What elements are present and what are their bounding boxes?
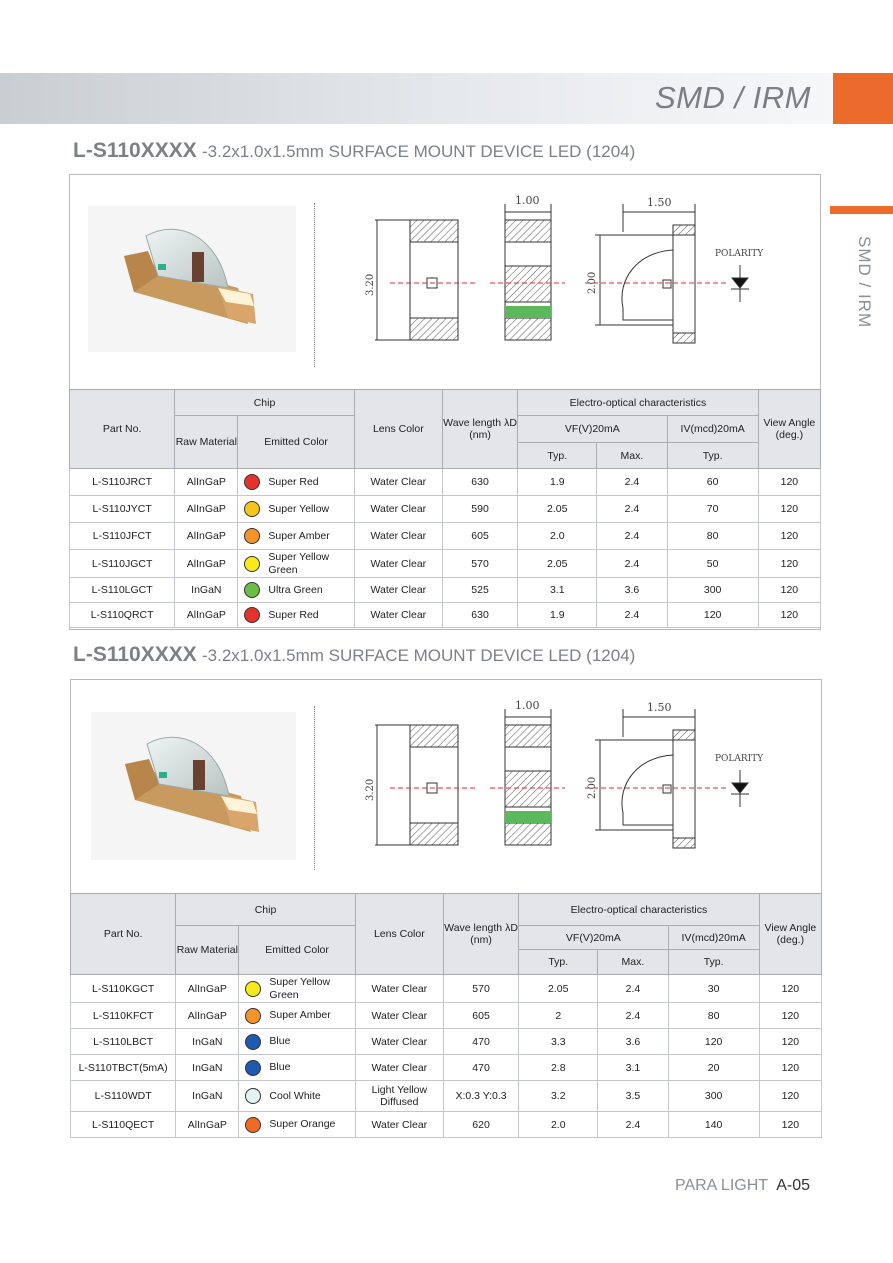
emitted-color-label: Super Red [268,608,319,621]
cell-view-angle: 120 [759,975,821,1003]
cell-iv-typ: 120 [668,1029,759,1055]
cell-raw-material: InGaN [176,1055,239,1081]
cell-wave-length: X:0.3 Y:0.3 [443,1081,518,1112]
header-emitted-color: Emitted Color [238,416,354,469]
header-vf-max: Max. [598,950,668,975]
color-dot-icon [245,1117,261,1133]
cell-lens-color: Water Clear [355,1112,443,1138]
cell-vf-typ: 2.05 [519,975,598,1003]
section-title [73,643,635,667]
cell-iv-typ: 50 [667,550,758,578]
emitted-color-label: Blue [269,1035,291,1047]
cell-emitted-color [239,1081,355,1112]
cell-raw-material: AlInGaP [175,496,238,523]
header-iv: IV(mcd)20mA [667,416,758,443]
emitted-color-label: Super Amber [269,1009,331,1021]
cell-view-angle: 120 [758,578,820,603]
header-wave-length: Wave length λD (nm) [443,894,518,975]
color-dot-icon [245,1008,261,1024]
header-electro-optical: Electro-optical characteristics [518,390,759,416]
emitted-color-label: Super Orange [269,1118,336,1130]
header-vf-typ: Typ. [519,950,598,975]
table-row [70,578,821,603]
side-accent-bar [830,206,893,214]
dimension-drawing [355,190,785,355]
emitted-color-label: Ultra Green [268,583,323,596]
header-view-angle: View Angle (deg.) [758,390,820,469]
cell-raw-material: InGaN [175,578,238,603]
cell-vf-typ: 2.05 [518,550,597,578]
cell-wave-length: 630 [442,603,517,628]
header-iv: IV(mcd)20mA [668,926,759,950]
cell-lens-color: Water Clear [354,523,442,550]
cell-vf-typ: 3.3 [519,1029,598,1055]
color-dot-icon [244,556,260,572]
table-row [70,523,821,550]
polarity-label: POLARITY [715,754,764,764]
cell-wave-length: 470 [443,1055,518,1081]
dim-height-side: 2.00 [587,271,598,294]
cell-vf-typ: 3.1 [518,578,597,603]
spec-table [70,893,822,1138]
dim-height: 3.20 [365,273,376,296]
header-title: SMD / IRM [654,80,811,115]
cell-vf-typ: 2.0 [518,523,597,550]
emitted-color-label: Super Amber [268,529,330,542]
cell-vf-max: 2.4 [597,496,667,523]
cell-part-no: L-S110QRCT [70,603,175,628]
color-dot-icon [245,981,261,997]
header-vf: VF(V)20mA [519,926,668,950]
led-photo [88,206,296,352]
cell-view-angle: 120 [758,603,820,628]
cell-lens-color: Light Yellow Diffused [355,1081,443,1112]
cell-iv-typ: 60 [667,469,758,496]
cell-vf-max: 2.4 [598,1003,668,1029]
footer-brand: PARA LIGHT [674,1177,768,1194]
polarity-label: POLARITY [715,249,764,259]
cell-part-no: L-S110QECT [71,1112,176,1138]
cell-lens-color: Water Clear [355,1003,443,1029]
cell-emitted-color [238,496,354,523]
cell-vf-typ: 2.8 [519,1055,598,1081]
header-lens-color: Lens Color [354,390,442,469]
section-title [73,139,635,163]
cell-vf-max: 3.6 [598,1029,668,1055]
cell-lens-color: Water Clear [355,1029,443,1055]
table-row [71,975,822,1003]
led-photo [91,712,296,860]
cell-lens-color: Water Clear [355,1055,443,1081]
page-number: A-05 [776,1177,810,1194]
cell-view-angle: 120 [758,469,820,496]
cell-view-angle: 120 [758,496,820,523]
cell-emitted-color [239,1029,355,1055]
dim-height: 3.20 [365,778,376,801]
header-wave-length: Wave length λD (nm) [442,390,517,469]
cell-raw-material: AlInGaP [175,603,238,628]
part-series: L-S110XXXX [73,643,197,666]
color-dot-icon [245,1088,261,1104]
cell-emitted-color [238,469,354,496]
cell-vf-max: 3.5 [598,1081,668,1112]
header-iv-typ: Typ. [668,950,759,975]
header-chip: Chip [175,390,354,416]
cell-emitted-color [238,603,354,628]
cell-vf-typ: 2.05 [518,496,597,523]
cell-vf-typ: 1.9 [518,603,597,628]
cell-part-no: L-S110JFCT [70,523,175,550]
cell-vf-max: 2.4 [597,603,667,628]
cell-raw-material: AlInGaP [175,550,238,578]
cell-iv-typ: 120 [667,603,758,628]
cell-view-angle: 120 [758,523,820,550]
cell-vf-typ: 3.2 [519,1081,598,1112]
table-row [71,1055,822,1081]
divider [314,706,315,870]
cell-part-no: L-S110LBCT [71,1029,176,1055]
color-dot-icon [244,474,260,490]
cell-lens-color: Water Clear [354,603,442,628]
cell-iv-typ: 300 [668,1081,759,1112]
dim-width-side: 1.50 [647,196,672,209]
spec-table [69,389,821,628]
cell-wave-length: 470 [443,1029,518,1055]
cell-raw-material: AlInGaP [176,975,239,1003]
table-row [70,469,821,496]
cell-lens-color: Water Clear [354,496,442,523]
header-electro-optical: Electro-optical characteristics [519,894,760,926]
cell-vf-typ: 2.0 [519,1112,598,1138]
cell-wave-length: 590 [442,496,517,523]
cell-vf-max: 2.4 [598,1112,668,1138]
cell-vf-max: 2.4 [598,975,668,1003]
cell-wave-length: 630 [442,469,517,496]
cell-emitted-color [239,1112,355,1138]
dim-height-side: 2.00 [587,776,598,799]
cell-view-angle: 120 [759,1003,821,1029]
cell-part-no: L-S110KGCT [71,975,176,1003]
side-category-label: SMD / IRM [855,236,874,329]
footer [675,1177,810,1195]
cell-vf-max: 3.1 [598,1055,668,1081]
emitted-color-label: Cool White [269,1089,321,1102]
cell-lens-color: Water Clear [354,578,442,603]
cell-emitted-color [239,1003,355,1029]
table-row [71,1029,822,1055]
emitted-color-label: Super Yellow [268,502,330,515]
header-raw-material: Raw Material [175,416,238,469]
cell-lens-color: Water Clear [354,469,442,496]
dim-width-front: 1.00 [515,194,540,207]
cell-iv-typ: 70 [667,496,758,523]
color-dot-icon [245,1060,261,1076]
cell-emitted-color [239,975,355,1003]
table-row [71,1003,822,1029]
color-dot-icon [244,607,260,623]
cell-iv-typ: 20 [668,1055,759,1081]
cell-iv-typ: 140 [668,1112,759,1138]
cell-part-no: L-S110JYCT [70,496,175,523]
cell-part-no: L-S110LGCT [70,578,175,603]
cell-wave-length: 605 [443,1003,518,1029]
section-description: -3.2x1.0x1.5mm SURFACE MOUNT DEVICE LED (1204) [202,646,636,665]
header-vf-max: Max. [597,443,667,469]
section-description: -3.2x1.0x1.5mm SURFACE MOUNT DEVICE LED (1204) [202,142,636,161]
table-row [70,603,821,628]
cell-lens-color: Water Clear [355,975,443,1003]
cell-raw-material: InGaN [176,1081,239,1112]
cell-part-no: L-S110JRCT [70,469,175,496]
divider [314,203,315,367]
cell-view-angle: 120 [759,1055,821,1081]
cell-part-no: L-S110KFCT [71,1003,176,1029]
header-raw-material: Raw Material [176,926,239,975]
cell-iv-typ: 80 [667,523,758,550]
cell-wave-length: 570 [443,975,518,1003]
cell-raw-material: AlInGaP [175,469,238,496]
header-part-no: Part No. [70,390,175,469]
cell-raw-material: AlInGaP [176,1003,239,1029]
cell-wave-length: 570 [442,550,517,578]
table-row [70,496,821,523]
dim-width-side: 1.50 [647,701,672,714]
cell-wave-length: 620 [443,1112,518,1138]
header-view-angle: View Angle (deg.) [759,894,821,975]
cell-part-no: L-S110JGCT [70,550,175,578]
header-vf-typ: Typ. [518,443,597,469]
emitted-color-label: Super Yellow Green [269,975,331,1001]
cell-raw-material: AlInGaP [175,523,238,550]
cell-view-angle: 120 [759,1112,821,1138]
color-dot-icon [244,501,260,517]
cell-raw-material: AlInGaP [176,1112,239,1138]
cell-wave-length: 605 [442,523,517,550]
cell-iv-typ: 300 [667,578,758,603]
cell-vf-max: 3.6 [597,578,667,603]
cell-wave-length: 525 [442,578,517,603]
cell-view-angle: 120 [759,1081,821,1112]
header-accent-block [833,73,893,124]
dim-width-front: 1.00 [515,699,540,712]
header-lens-color: Lens Color [355,894,443,975]
emitted-color-label: Super Yellow Green [268,550,330,576]
color-dot-icon [244,528,260,544]
cell-part-no: L-S110TBCT(5mA) [71,1055,176,1081]
header-vf: VF(V)20mA [518,416,667,443]
cell-emitted-color [238,523,354,550]
cell-vf-max: 2.4 [597,469,667,496]
header-iv-typ: Typ. [667,443,758,469]
table-row [70,550,821,578]
cell-iv-typ: 30 [668,975,759,1003]
header-emitted-color: Emitted Color [239,926,355,975]
header-chip: Chip [176,894,355,926]
cell-emitted-color [239,1055,355,1081]
cell-vf-max: 2.4 [597,550,667,578]
cell-emitted-color [238,578,354,603]
cell-iv-typ: 80 [668,1003,759,1029]
emitted-color-label: Super Red [268,475,319,488]
table-row [71,1112,822,1138]
cell-part-no: L-S110WDT [71,1081,176,1112]
cell-raw-material: InGaN [176,1029,239,1055]
cell-view-angle: 120 [758,550,820,578]
cell-vf-max: 2.4 [597,523,667,550]
header-part-no: Part No. [71,894,176,975]
cell-lens-color: Water Clear [354,550,442,578]
cell-view-angle: 120 [759,1029,821,1055]
emitted-color-label: Blue [269,1061,291,1073]
part-series: L-S110XXXX [73,139,197,162]
color-dot-icon [244,582,260,598]
dimension-drawing [355,695,785,860]
cell-vf-typ: 1.9 [518,469,597,496]
cell-vf-typ: 2 [519,1003,598,1029]
cell-emitted-color [238,550,354,578]
color-dot-icon [245,1034,261,1050]
table-row [71,1081,822,1112]
